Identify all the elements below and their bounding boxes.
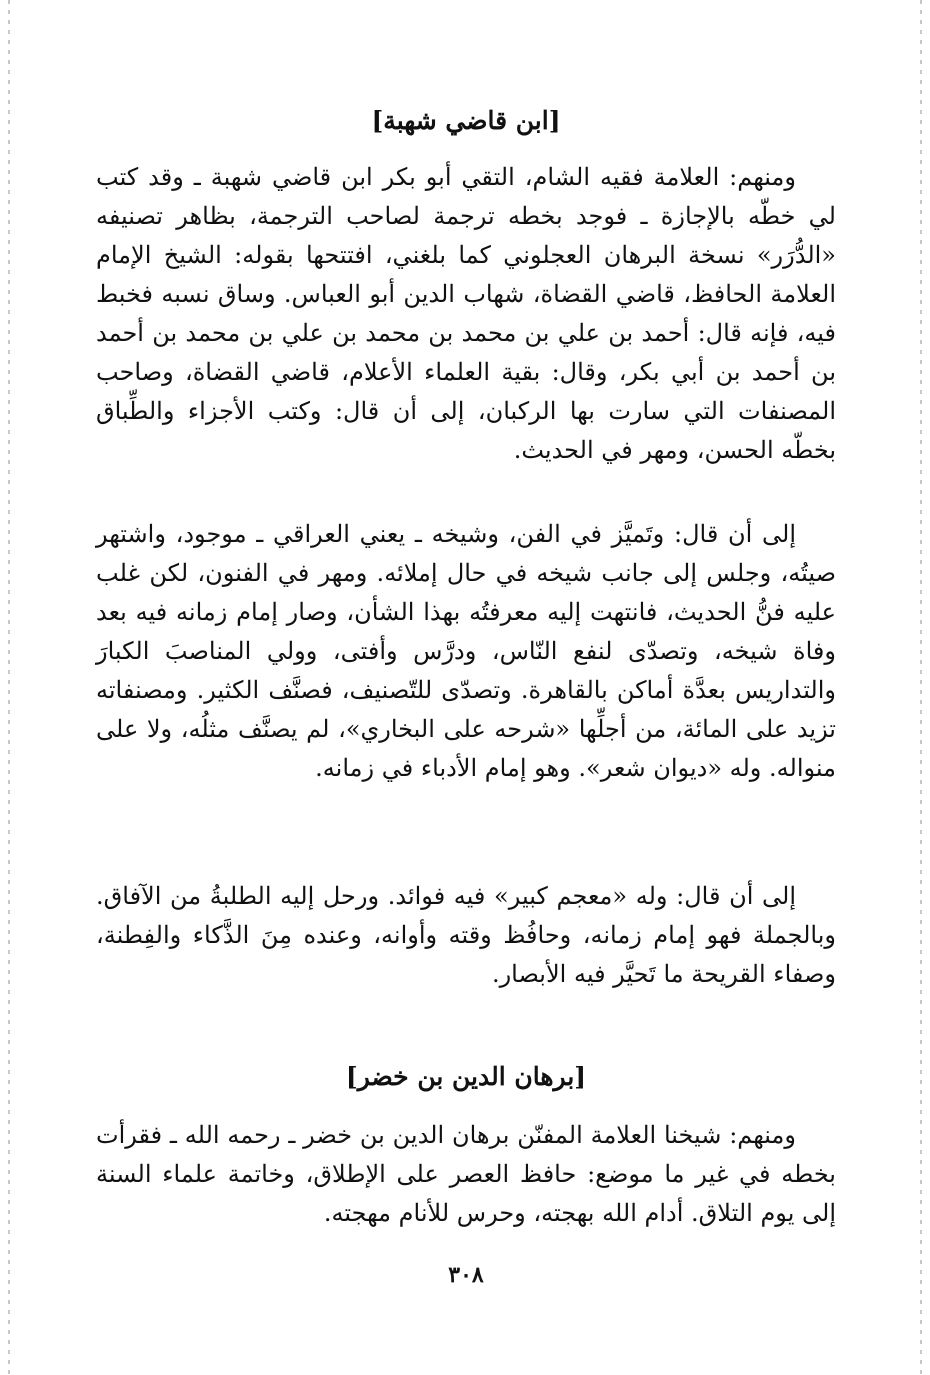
section-title-ibn-qadi-shuhba: [ابن قاضي شهبة] [371, 106, 561, 135]
left-margin-dots [8, 0, 10, 1375]
section-title-burhan-al-din: [برهان الدين بن خضر] [345, 1062, 587, 1091]
section-body-burhan-al-din [96, 1116, 836, 1233]
section-body-ibn-qadi-shuhba [96, 158, 836, 470]
paragraph: إلى أن قال: وله «معجم كبير» فيه فوائد. ورحل إليه الطلبةُ من الآفاق. وبالجملة فهو إمام زمانه، وحافُظ وقته وأوانه، وعنده مِنَ الذَّكاء والفِطنة، وصفاء القريحة ما تَحيَّر فيه الأبصار. [96, 882, 836, 988]
section-body-continued [96, 515, 836, 788]
section-body-continued-2 [96, 877, 836, 994]
paragraph: ومنهم: العلامة فقيه الشام، التقي أبو بكر ابن قاضي شهبة ـ وقد كتب لي خطّه بالإجازة ـ فوجد بخطه ترجمة لصاحب الترجمة، بظاهر تصنيفه «الدُّرَر» نسخة البرهان العجلوني كما بلغني، افتتحها بقوله: الشيخ الإمام العلامة الحافظ، قاضي القضاة، شهاب الدين أبو العباس. وساق نسبه فخبط فيه، فإنه قال: أحمد بن علي بن محمد بن محمد بن علي بن محمد بن أحمد بن أحمد بن أبي بكر، وقال: بقية العلماء الأعلام، قاضي القضاة، وصاحب المصنفات التي سارت بها الركبان، إلى أن قال: وكتب الأجزاء والطِّباق بخطّه الحسن، ومهر في الحديث. [96, 163, 836, 464]
right-margin-dots [920, 0, 922, 1375]
paragraph: ومنهم: شيخنا العلامة المفنّن برهان الدين بن خضر ـ رحمه الله ـ فقرأت بخطه في غير ما موضع: حافظ العصر على الإطلاق، وخاتمة علماء السنة إلى يوم التلاق. أدام الله بهجته، وحرس للأنام مهجته. [96, 1121, 836, 1227]
paragraph: إلى أن قال: وتَميَّز في الفن، وشيخه ـ يعني العراقي ـ موجود، واشتهر صيتُه، وجلس إلى جانب شيخه في حال إملائه. ومهر في الفنون، لكن غلب عليه فنُّ الحديث، فانتهت إليه معرفتُه بهذا الشأن، وصار إمام زمانه فيه بعد وفاة شيخه، وتصدّى لنفع النّاس، ودرَّس وأفتى، وولي المناصبَ الكبارَ والتداريس بعدَّة أماكن بالقاهرة. وتصدّى للتّصنيف، فصنَّف الكثير. ومصنفاته تزيد على المائة، من أجلِّها «شرحه على البخاري»، لم يصنَّف مثلُه، ولا على منواله. وله «ديوان شعر». وهو إمام الأدباء في زمانه. [96, 520, 836, 782]
page-number: ٣٠٨ [448, 1262, 484, 1288]
